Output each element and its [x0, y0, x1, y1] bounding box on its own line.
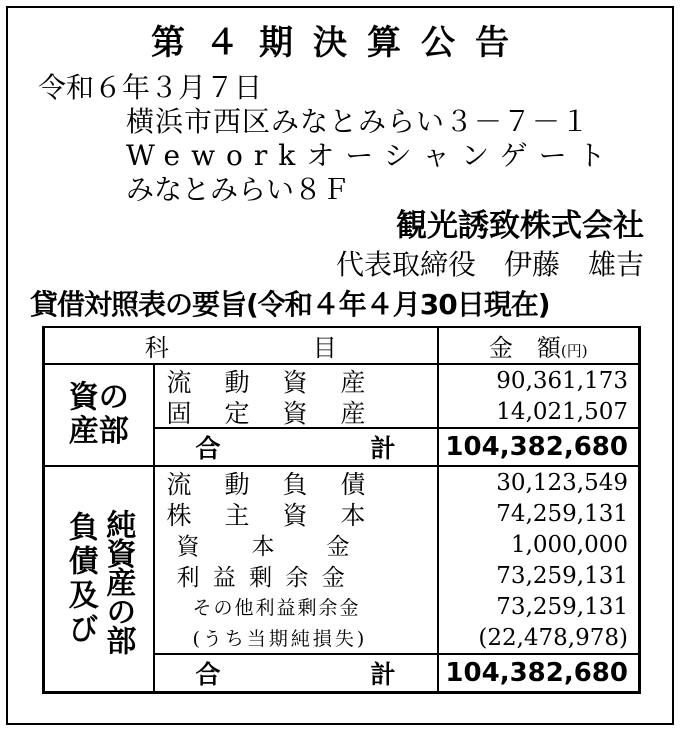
liabilities-group-label [44, 466, 154, 693]
row-current-liabilities-amount: 30,123,549 [496, 469, 628, 496]
liabilities-total-amount: 104,382,680 [445, 658, 628, 688]
liabilities-label-col-2: 純資産の部 [100, 508, 136, 654]
assets-label-line-2: 産部 [68, 414, 129, 449]
assets-group-label [44, 364, 154, 466]
address-line-2: Weworkオーシャンゲート [126, 139, 617, 172]
assets-rows [44, 364, 640, 428]
row-other-retained-earnings-label: その他利益剰余金 [192, 597, 361, 619]
table-header-row [44, 327, 640, 364]
row-shareholders-equity-label: 株 主 資 本 [166, 500, 370, 530]
liabilities-label-col-1: 負債及び [62, 511, 98, 647]
row-fixed-assets-amount: 14,021,507 [496, 398, 628, 425]
liabilities-total-label: 合 計 [154, 654, 438, 693]
address-line-1: 横浜市西区みなとみらい３－７－１ [126, 105, 591, 138]
notice-date: 令和６年３月７日 [38, 71, 263, 104]
assets-amounts [438, 364, 640, 428]
assets-total-amount-cell [438, 428, 640, 466]
notice-frame [6, 6, 674, 725]
balance-sheet-table [42, 326, 641, 694]
row-current-assets-amount: 90,361,173 [496, 367, 628, 394]
assets-label-line-1: 資の [68, 380, 129, 416]
liabilities-rows [44, 466, 640, 654]
row-retained-earnings-amount: 73,259,131 [496, 562, 628, 589]
row-net-loss-label: (うち当期純損失) [192, 628, 368, 650]
row-net-loss-amount: (22,478,978) [478, 624, 628, 651]
company-name: 観光誘致株式会社 [396, 208, 644, 244]
row-capital-amount: 1,000,000 [510, 531, 628, 558]
assets-labels [154, 364, 438, 428]
row-fixed-assets-label: 固 定 資 産 [166, 398, 370, 428]
row-shareholders-equity-amount: 74,259,131 [496, 500, 628, 527]
assets-total-label: 合 計 [154, 428, 438, 466]
row-other-retained-earnings-amount: 73,259,131 [496, 593, 628, 620]
header-unit: (円) [560, 342, 588, 360]
header-amount-label: 金 額 [488, 334, 561, 362]
balance-sheet-heading: 貸借対照表の要旨(令和４年４月30日現在) [30, 288, 550, 321]
address-line-3: みなとみらい８Ｆ [126, 173, 351, 206]
row-current-liabilities-label: 流 動 負 債 [166, 469, 370, 499]
row-retained-earnings-label: 利 益 剰 余 金 [176, 565, 348, 591]
liabilities-labels [154, 466, 438, 654]
liabilities-total-amount-cell [438, 654, 640, 693]
row-capital-label: 資 本 金 [176, 534, 352, 560]
notice-title: 第４期決算公告 [151, 23, 529, 63]
representative: 代表取締役 伊藤 雄吉 [335, 248, 644, 281]
liabilities-amounts [438, 466, 640, 654]
assets-total-amount: 104,382,680 [445, 432, 628, 462]
header-item: 科 目 [44, 327, 438, 364]
row-current-assets-label: 流 動 資 産 [166, 367, 370, 397]
header-amount [438, 327, 640, 364]
